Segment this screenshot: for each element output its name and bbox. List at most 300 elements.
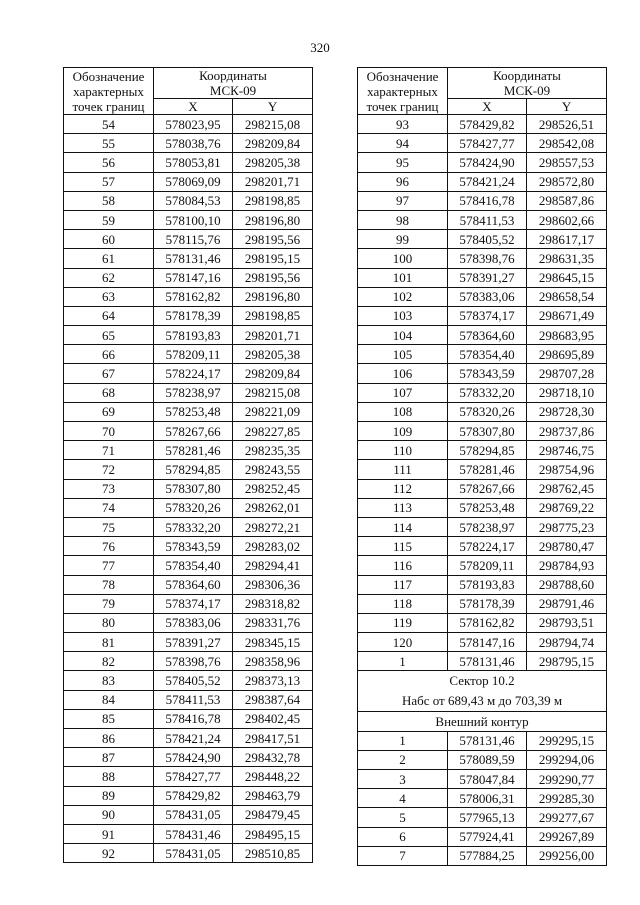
point-number-cell: 96 [358,172,448,191]
point-number-cell: 69 [64,402,154,421]
table-row [64,709,313,728]
x-coordinate-cell: 578411,53 [448,210,527,229]
y-coordinate-cell: 298695,89 [527,345,607,364]
point-number-cell: 110 [358,441,448,460]
y-coordinate-cell: 298345,15 [233,633,313,652]
y-coordinate-cell: 298209,84 [233,134,313,153]
table-row [64,230,313,249]
point-number-cell: 114 [358,517,448,536]
point-number-cell: 80 [64,613,154,632]
x-column-header: X [154,99,233,115]
point-number-cell: 116 [358,556,448,575]
table-row [358,287,607,306]
y-coordinate-cell: 298479,45 [233,805,313,824]
y-coordinate-cell: 298448,22 [233,767,313,786]
table-row [358,249,607,268]
table-row [64,479,313,498]
table-row [64,748,313,767]
x-coordinate-cell: 578267,66 [154,422,233,441]
x-coordinate-cell: 578429,82 [448,115,527,134]
x-coordinate-cell: 578343,59 [448,364,527,383]
x-coordinate-cell: 578253,48 [154,402,233,421]
y-coordinate-cell: 298198,85 [233,306,313,325]
x-coordinate-cell: 578343,59 [154,537,233,556]
point-number-cell: 91 [64,824,154,843]
point-number-cell: 64 [64,306,154,325]
y-coordinate-cell: 298683,95 [527,326,607,345]
table-row [64,556,313,575]
table-row [64,517,313,536]
table-row [64,613,313,632]
y-coordinate-cell: 298215,08 [233,115,313,134]
table-row [64,249,313,268]
x-coordinate-cell: 578398,76 [448,249,527,268]
table-row [358,498,607,517]
y-coordinate-cell: 298196,80 [233,210,313,229]
x-column-header: X [448,99,527,115]
table-row [358,422,607,441]
point-number-cell: 118 [358,594,448,613]
table-row [358,479,607,498]
table-row [64,671,313,690]
point-number-cell: 57 [64,172,154,191]
y-coordinate-cell: 298754,96 [527,460,607,479]
x-coordinate-cell: 578193,83 [154,326,233,345]
y-coordinate-cell: 298358,96 [233,652,313,671]
point-number-cell: 3 [358,770,448,789]
y-coordinate-cell: 298235,35 [233,441,313,460]
table-row [358,594,607,613]
x-coordinate-cell: 578147,16 [154,268,233,287]
table-row [64,172,313,191]
y-coordinate-cell: 298294,41 [233,556,313,575]
point-number-cell: 102 [358,287,448,306]
point-number-cell: 85 [64,709,154,728]
y-coordinate-cell: 298205,38 [233,153,313,172]
x-coordinate-cell: 578424,90 [448,153,527,172]
x-coordinate-cell: 578253,48 [448,498,527,517]
table-row [64,364,313,383]
x-coordinate-cell: 578405,52 [448,230,527,249]
x-coordinate-cell: 578320,26 [448,402,527,421]
point-number-cell: 62 [64,268,154,287]
x-coordinate-cell: 578084,53 [154,191,233,210]
x-coordinate-cell: 578069,09 [154,172,233,191]
y-coordinate-cell: 298272,21 [233,517,313,536]
x-coordinate-cell: 578209,11 [448,556,527,575]
point-number-cell: 82 [64,652,154,671]
table-row [64,441,313,460]
x-coordinate-cell: 578431,05 [154,844,233,863]
y-coordinate-cell: 298526,51 [527,115,607,134]
x-coordinate-cell: 578374,17 [448,306,527,325]
x-coordinate-cell: 578364,60 [154,575,233,594]
point-number-cell: 97 [358,191,448,210]
point-number-cell: 5 [358,808,448,827]
y-coordinate-cell: 298198,85 [233,191,313,210]
x-coordinate-cell: 578178,39 [448,594,527,613]
x-coordinate-cell: 578224,17 [448,537,527,556]
y-coordinate-cell: 298402,45 [233,709,313,728]
point-number-cell: 99 [358,230,448,249]
point-number-cell: 98 [358,210,448,229]
point-number-cell: 65 [64,326,154,345]
table-row [358,808,607,827]
x-coordinate-cell: 578281,46 [154,441,233,460]
point-number-cell: 73 [64,479,154,498]
y-coordinate-cell: 299285,30 [527,789,607,808]
table-row [64,537,313,556]
table-row [64,633,313,652]
y-coordinate-cell: 298784,93 [527,556,607,575]
y-coordinate-cell: 298795,15 [527,652,607,671]
point-number-cell: 59 [64,210,154,229]
table-row [358,575,607,594]
table-row [358,613,607,632]
table-row [64,422,313,441]
x-coordinate-cell: 578416,78 [154,709,233,728]
y-coordinate-cell: 299277,67 [527,808,607,827]
y-coordinate-cell: 298318,82 [233,594,313,613]
point-number-cell: 117 [358,575,448,594]
table-row [64,824,313,843]
point-number-cell: 76 [64,537,154,556]
y-coordinate-cell: 298331,76 [233,613,313,632]
y-coordinate-cell: 298602,66 [527,210,607,229]
x-coordinate-cell: 578224,17 [154,364,233,383]
y-coordinate-cell: 298746,75 [527,441,607,460]
x-coordinate-cell: 578332,20 [448,383,527,402]
table-row [358,460,607,479]
x-coordinate-cell: 578354,40 [154,556,233,575]
point-number-cell: 7 [358,846,448,865]
y-coordinate-cell: 298205,38 [233,345,313,364]
y-coordinate-cell: 298195,56 [233,268,313,287]
x-coordinate-cell: 578131,46 [448,731,527,750]
point-number-cell: 67 [64,364,154,383]
point-number-cell: 86 [64,729,154,748]
x-coordinate-cell: 578421,24 [154,729,233,748]
point-number-cell: 2 [358,750,448,769]
table-row [64,498,313,517]
point-number-cell: 113 [358,498,448,517]
x-coordinate-cell: 578193,83 [448,575,527,594]
point-number-cell: 63 [64,287,154,306]
point-number-cell: 111 [358,460,448,479]
x-coordinate-cell: 578006,31 [448,789,527,808]
y-coordinate-cell: 298793,51 [527,613,607,632]
y-coordinate-cell: 298227,85 [233,422,313,441]
y-coordinate-cell: 298718,10 [527,383,607,402]
table-row [64,402,313,421]
table-row [358,402,607,421]
y-coordinate-cell: 298707,28 [527,364,607,383]
x-coordinate-cell: 578047,84 [448,770,527,789]
x-coordinate-cell: 578320,26 [154,498,233,517]
table-row [64,729,313,748]
table-row [358,517,607,536]
y-coordinate-cell: 298195,15 [233,249,313,268]
table-row [358,633,607,652]
y-coordinate-cell: 298209,84 [233,364,313,383]
point-number-cell: 6 [358,827,448,846]
x-coordinate-cell: 578383,06 [448,287,527,306]
y-coordinate-cell: 298196,80 [233,287,313,306]
table-row [358,306,607,325]
y-coordinate-cell: 298617,17 [527,230,607,249]
y-coordinate-cell: 298587,86 [527,191,607,210]
point-number-cell: 87 [64,748,154,767]
point-number-cell: 95 [358,153,448,172]
x-coordinate-cell: 578307,80 [154,479,233,498]
table-row [64,786,313,805]
x-coordinate-cell: 578424,90 [154,748,233,767]
point-number-cell: 55 [64,134,154,153]
y-coordinate-cell: 298557,53 [527,153,607,172]
page-number: 320 [310,40,330,55]
y-coordinate-cell: 298495,15 [233,824,313,843]
table-row [64,844,313,863]
x-coordinate-cell: 578089,59 [448,750,527,769]
point-number-cell: 88 [64,767,154,786]
point-number-cell: 4 [358,789,448,808]
x-coordinate-cell: 578307,80 [448,422,527,441]
point-number-cell: 120 [358,633,448,652]
point-number-cell: 56 [64,153,154,172]
y-coordinate-cell: 298201,71 [233,326,313,345]
point-number-cell: 54 [64,115,154,134]
table-row [358,268,607,287]
point-number-cell: 106 [358,364,448,383]
table-row [358,210,607,229]
x-coordinate-cell: 578131,46 [448,652,527,671]
x-coordinate-cell: 578429,82 [154,786,233,805]
x-coordinate-cell: 578053,81 [154,153,233,172]
point-number-cell: 83 [64,671,154,690]
y-coordinate-cell: 298769,22 [527,498,607,517]
table-row [358,383,607,402]
y-coordinate-cell: 299290,77 [527,770,607,789]
point-number-cell: 70 [64,422,154,441]
y-coordinate-cell: 298780,47 [527,537,607,556]
point-number-cell: 101 [358,268,448,287]
table-row [64,690,313,709]
point-number-cell: 84 [64,690,154,709]
y-coordinate-cell: 299267,89 [527,827,607,846]
x-coordinate-cell: 578281,46 [448,460,527,479]
point-number-cell: 94 [358,134,448,153]
point-number-cell: 112 [358,479,448,498]
x-coordinate-cell: 578294,85 [154,460,233,479]
table-row [358,789,607,808]
x-coordinate-cell: 578238,97 [154,383,233,402]
designation-header: Обозначение характерных точек границ [64,68,154,115]
y-coordinate-cell: 298463,79 [233,786,313,805]
table-row [358,770,607,789]
x-coordinate-cell: 578267,66 [448,479,527,498]
table-row [358,556,607,575]
point-number-cell: 103 [358,306,448,325]
table-row [64,115,313,134]
table-row [64,594,313,613]
point-number-cell: 68 [64,383,154,402]
x-coordinate-cell: 578162,82 [154,287,233,306]
y-coordinate-cell: 298195,56 [233,230,313,249]
table-row [358,652,607,671]
table-row [64,345,313,364]
point-number-cell: 75 [64,517,154,536]
coordinates-table-right [357,67,607,866]
coordinates-header: Координаты МСК-09 [154,68,313,99]
table-row [358,172,607,191]
y-coordinate-cell: 298794,74 [527,633,607,652]
y-coordinate-cell: 298645,15 [527,268,607,287]
x-coordinate-cell: 577924,41 [448,827,527,846]
y-coordinate-cell: 298252,45 [233,479,313,498]
table-row [64,287,313,306]
x-coordinate-cell: 578391,27 [448,268,527,287]
table-row [358,441,607,460]
x-coordinate-cell: 578100,10 [154,210,233,229]
point-number-cell: 119 [358,613,448,632]
table-row [64,191,313,210]
point-number-cell: 60 [64,230,154,249]
x-coordinate-cell: 578162,82 [448,613,527,632]
x-coordinate-cell: 578238,97 [448,517,527,536]
x-coordinate-cell: 578431,05 [154,805,233,824]
point-number-cell: 104 [358,326,448,345]
x-coordinate-cell: 578421,24 [448,172,527,191]
sector-header: Сектор 10.2 Набс от 689,43 м до 703,39 м [358,671,607,712]
point-number-cell: 1 [358,652,448,671]
y-coordinate-cell: 298387,64 [233,690,313,709]
point-number-cell: 90 [64,805,154,824]
point-number-cell: 71 [64,441,154,460]
point-number-cell: 66 [64,345,154,364]
coordinates-header: Координаты МСК-09 [448,68,607,99]
y-coordinate-cell: 298373,13 [233,671,313,690]
point-number-cell: 92 [64,844,154,863]
table-row [64,306,313,325]
y-coordinate-cell: 298306,36 [233,575,313,594]
point-number-cell: 93 [358,115,448,134]
y-column-header: Y [233,99,313,115]
table-row [358,326,607,345]
table-row [358,345,607,364]
coordinates-table-left [63,67,313,863]
table-row [64,460,313,479]
y-coordinate-cell: 298221,09 [233,402,313,421]
table-row [64,575,313,594]
y-coordinate-cell: 298417,51 [233,729,313,748]
table-row [64,383,313,402]
y-coordinate-cell: 298201,71 [233,172,313,191]
y-coordinate-cell: 298762,45 [527,479,607,498]
y-coordinate-cell: 298791,46 [527,594,607,613]
y-coordinate-cell: 298432,78 [233,748,313,767]
point-number-cell: 78 [64,575,154,594]
y-coordinate-cell: 298572,80 [527,172,607,191]
x-coordinate-cell: 578383,06 [154,613,233,632]
y-coordinate-cell: 298631,35 [527,249,607,268]
table-row [358,731,607,750]
x-coordinate-cell: 578427,77 [154,767,233,786]
designation-header: Обозначение характерных точек границ [358,68,448,115]
point-number-cell: 72 [64,460,154,479]
table-row [358,134,607,153]
y-coordinate-cell: 299295,15 [527,731,607,750]
x-coordinate-cell: 578405,52 [154,671,233,690]
y-coordinate-cell: 298215,08 [233,383,313,402]
y-coordinate-cell: 298542,08 [527,134,607,153]
table-row [358,230,607,249]
x-coordinate-cell: 578038,76 [154,134,233,153]
point-number-cell: 100 [358,249,448,268]
x-coordinate-cell: 578391,27 [154,633,233,652]
y-coordinate-cell: 298775,23 [527,517,607,536]
table-row [358,115,607,134]
y-coordinate-cell: 298510,85 [233,844,313,863]
point-number-cell: 108 [358,402,448,421]
y-coordinate-cell: 298262,01 [233,498,313,517]
x-coordinate-cell: 578398,76 [154,652,233,671]
x-coordinate-cell: 578178,39 [154,306,233,325]
x-coordinate-cell: 578294,85 [448,441,527,460]
table-row [358,846,607,865]
x-coordinate-cell: 577884,25 [448,846,527,865]
x-coordinate-cell: 578354,40 [448,345,527,364]
table-row [64,326,313,345]
x-coordinate-cell: 578364,60 [448,326,527,345]
contour-label: Внешний контур [358,712,607,731]
y-column-header: Y [527,99,607,115]
y-coordinate-cell: 298728,30 [527,402,607,421]
point-number-cell: 109 [358,422,448,441]
table-row [64,805,313,824]
table-row [358,537,607,556]
point-number-cell: 115 [358,537,448,556]
x-coordinate-cell: 578209,11 [154,345,233,364]
point-number-cell: 81 [64,633,154,652]
x-coordinate-cell: 578416,78 [448,191,527,210]
x-coordinate-cell: 578131,46 [154,249,233,268]
x-coordinate-cell: 578115,76 [154,230,233,249]
x-coordinate-cell: 578431,46 [154,824,233,843]
y-coordinate-cell: 299256,00 [527,846,607,865]
point-number-cell: 58 [64,191,154,210]
table-row [358,191,607,210]
point-number-cell: 79 [64,594,154,613]
point-number-cell: 105 [358,345,448,364]
table-row [64,767,313,786]
y-coordinate-cell: 298671,49 [527,306,607,325]
x-coordinate-cell: 578427,77 [448,134,527,153]
y-coordinate-cell: 298658,54 [527,287,607,306]
x-coordinate-cell: 578374,17 [154,594,233,613]
table-row [64,652,313,671]
table-row [358,364,607,383]
x-coordinate-cell: 578411,53 [154,690,233,709]
x-coordinate-cell: 578147,16 [448,633,527,652]
point-number-cell: 107 [358,383,448,402]
table-row [64,268,313,287]
table-row [358,153,607,172]
point-number-cell: 74 [64,498,154,517]
x-coordinate-cell: 577965,13 [448,808,527,827]
table-row [64,134,313,153]
y-coordinate-cell: 298788,60 [527,575,607,594]
y-coordinate-cell: 298283,02 [233,537,313,556]
